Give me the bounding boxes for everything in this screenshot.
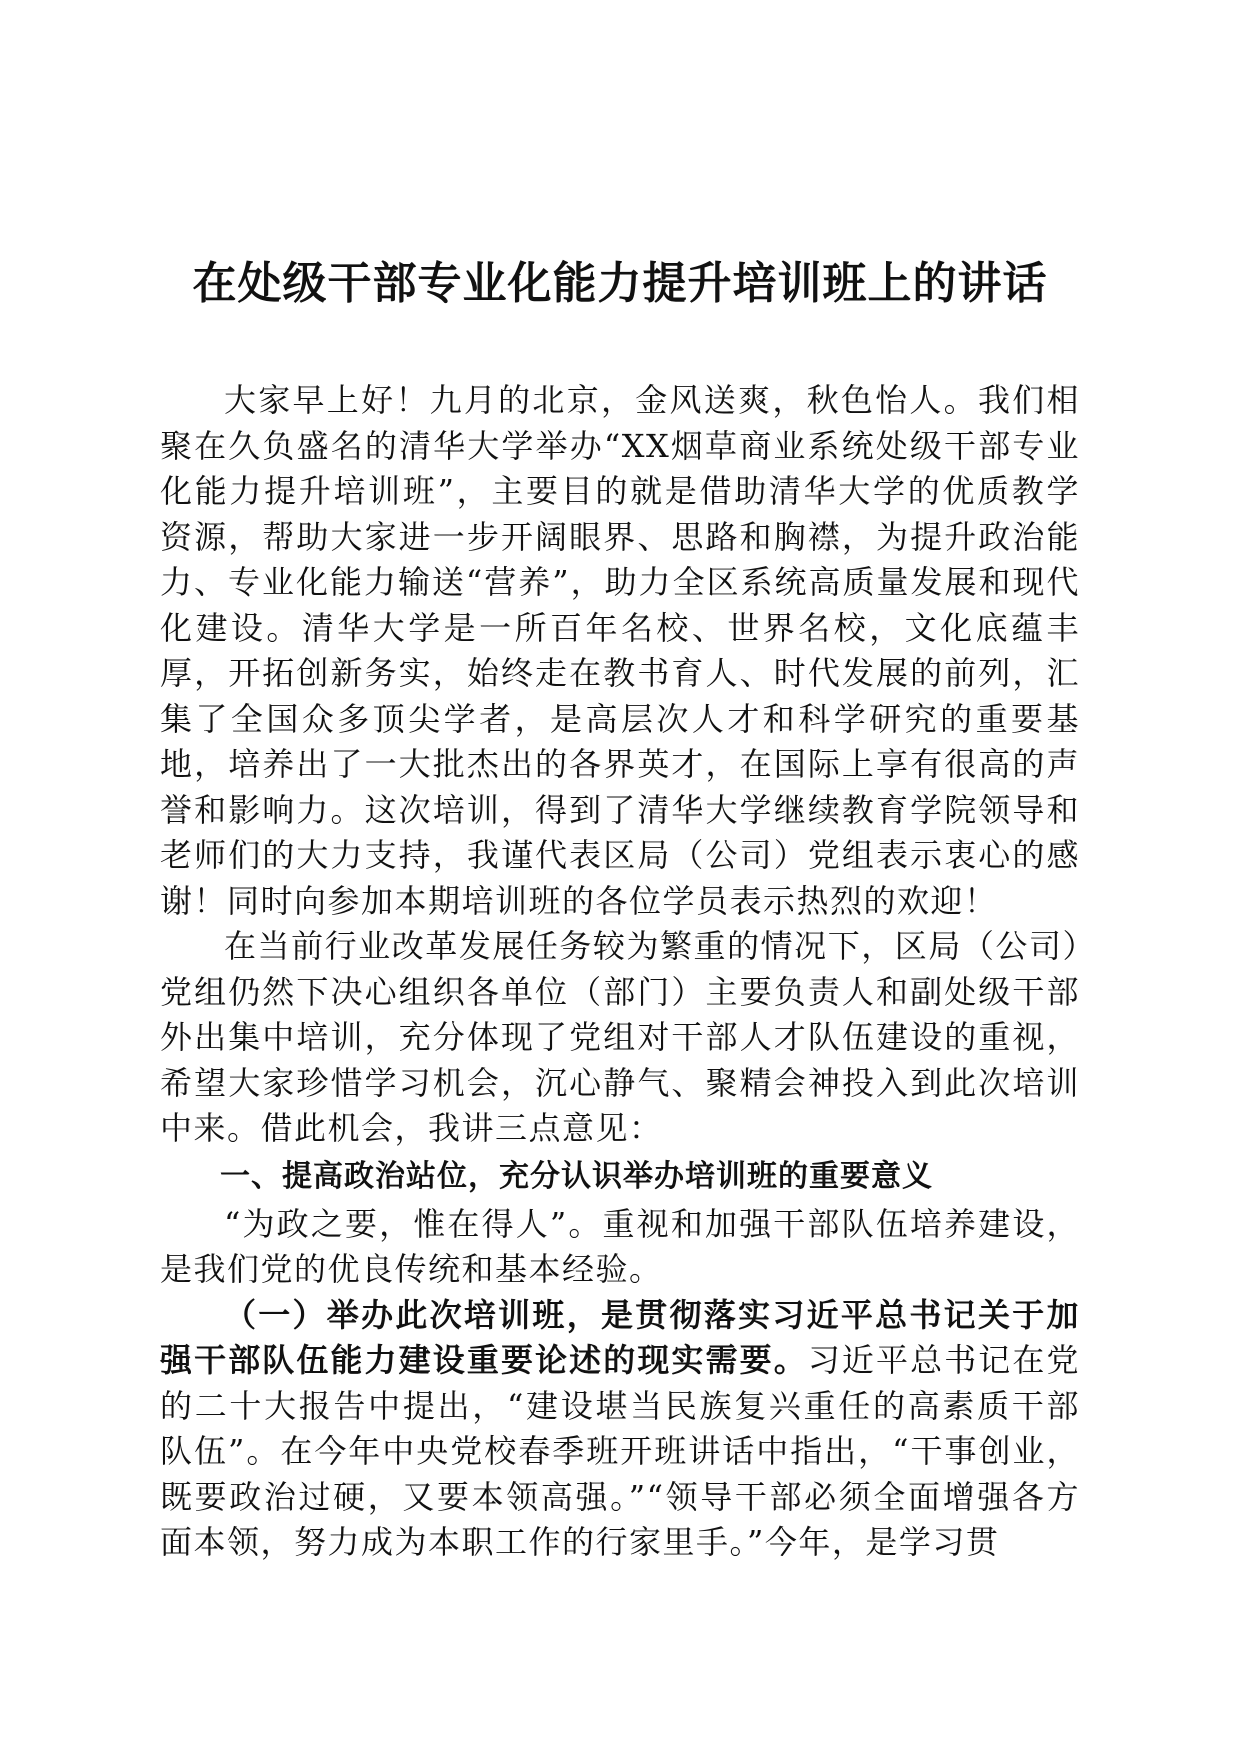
document-title: 在处级干部专业化能力提升培训班上的讲话 bbox=[192, 258, 1048, 309]
opening-paragraph: 大家早上好！九月的北京，金风送爽，秋色怡人。我们相聚在久负盛名的清华大学举办“XX烟草商业系统处级干部专业化能力提升培训班”，主要目的就是借助清华大学的优质教学资源，帮助大家进一步开阔眼界、思路和胸襟，为提升政治能力、专业化能力输送“营养”，助力全区系统高质量发展和现代化建设。清华大学是一所百年名校、世界名校，文化底蕴丰厚，开拓创新务实，始终走在教书育人、时代发展的前列，汇集了全国众多顶尖学者，是高层次人才和科学研究的重要基地，培养出了一大批杰出的各界英才，在国际上享有很高的声誉和影响力。这次培训，得到了清华大学继续教育学院领导和老师们的大力支持，我谨代表区局（公司）党组表示衷心的感谢！同时向参加本期培训班的各位学员表示热烈的欢迎！ bbox=[160, 381, 1080, 920]
subsection-lead: （一）举办此次培训班，是贯彻落实习近平总书记关于加强干部队伍能力建设重要论述的现实需要。 bbox=[160, 1295, 1080, 1379]
subsection-paragraph bbox=[160, 1293, 1080, 1566]
section-heading: 一、提高政治站位，充分认识举办培训班的重要意义 bbox=[220, 1158, 933, 1194]
context-paragraph: 在当前行业改革发展任务较为繁重的情况下，区局（公司）党组仍然下决心组织各单位（部门）主要负责人和副处级干部外出集中培训，充分体现了党组对干部人才队伍建设的重视，希望大家珍惜学习机会，沉心静气、聚精会神投入到此次培训中来。借此机会，我讲三点意见： bbox=[160, 927, 1080, 1147]
subsection-body: 习近平总书记在党的二十大报告中提出，“建设堪当民族复兴重任的高素质干部队伍”。在今年中央党校春季班开班讲话中指出，“干事创业，既要政治过硬，又要本领高强。”“领导干部必须全面增强各方面本领，努力成为本职工作的行家里手。”今年，是学习贯 bbox=[160, 1341, 1080, 1561]
section-intro-paragraph: “为政之要，惟在得人”。重视和加强干部队伍培养建设，是我们党的优良传统和基本经验。 bbox=[160, 1204, 1080, 1288]
document-body bbox=[160, 378, 1080, 1566]
